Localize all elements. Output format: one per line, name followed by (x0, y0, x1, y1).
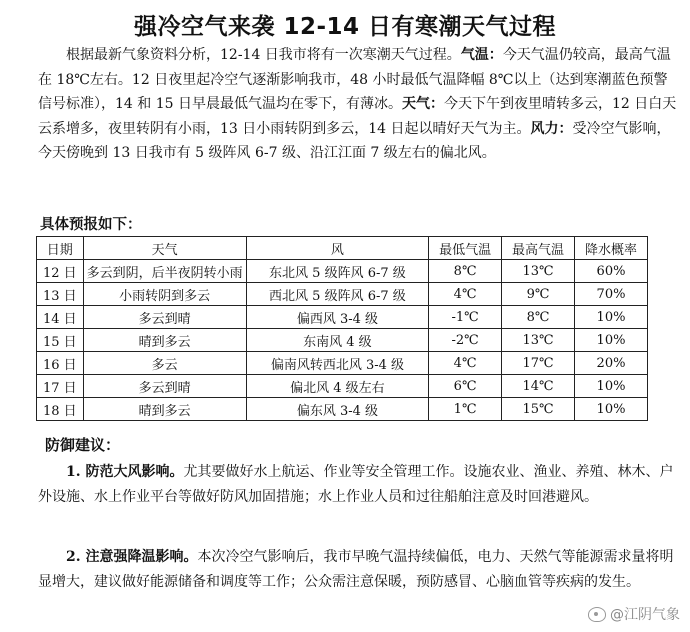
cell-min-temp: -1℃ (429, 306, 502, 329)
cell-precip: 10% (575, 375, 648, 398)
cell-date: 13 日 (37, 283, 84, 306)
cell-weather: 多云到晴 (83, 375, 246, 398)
cell-min-temp: 1℃ (429, 398, 502, 421)
cell-weather: 晴到多云 (83, 398, 246, 421)
defense-item-cooling-text: 本次冷空气影响后，我市早晚气温持续偏低，电力、天然气等能源需求量将明显增大，建议做好能源储备和调度等工作；公众需注意保暖，预防感冒、心脑血管等疾病的发生。 (38, 549, 674, 590)
defense-item-wind-text: 尤其要做好水上航运、作业等安全管理工作。设施农业、渔业、养殖、林木、户外设施、水上作业平台等做好防风加固措施；水上作业人员和过往船舶注意及时回港避风。 (38, 464, 674, 505)
forecast-table (36, 236, 648, 421)
cell-weather: 晴到多云 (83, 329, 246, 352)
cell-precip: 10% (575, 329, 648, 352)
weather-text: 今天下午到夜里晴转多云，12 日白天云系增多，夜里转阴有小雨，13 日小雨转阴到多云，14 日起以晴好天气为主。 (38, 96, 677, 137)
cell-wind: 偏北风 4 级左右 (246, 375, 428, 398)
page-title: 强冷空气来袭 12-14 日有寒潮天气过程 (133, 14, 557, 40)
cell-wind: 偏西风 3-4 级 (246, 306, 428, 329)
cell-wind: 西北风 5 级阵风 6-7 级 (246, 283, 428, 306)
cell-min-temp: 4℃ (429, 283, 502, 306)
table-header-row (37, 237, 648, 260)
cell-min-temp: 4℃ (429, 352, 502, 375)
cell-wind: 东北风 5 级阵风 6-7 级 (246, 260, 428, 283)
table-row (37, 283, 648, 306)
cell-date: 15 日 (37, 329, 84, 352)
cell-weather: 多云到阴，后半夜阴转小雨 (83, 260, 246, 283)
table-row (37, 352, 648, 375)
intro-lead: 根据最新气象资料分析，12-14 日我市将有一次寒潮天气过程。 (66, 47, 461, 63)
cell-date: 18 日 (37, 398, 84, 421)
weather-label: 天气： (401, 96, 444, 112)
cell-max-temp: 13℃ (502, 329, 575, 352)
watermark (588, 604, 680, 624)
weibo-logo-icon (588, 607, 606, 622)
header-wind: 风 (246, 237, 428, 260)
wind-text: 受冷空气影响，今天傍晚到 13 日我市有 5 级阵风 6-7 级、沿江江面 7 级左右的偏北风。 (38, 120, 671, 161)
cell-max-temp: 9℃ (502, 283, 575, 306)
cell-min-temp: -2℃ (429, 329, 502, 352)
cell-precip: 10% (575, 398, 648, 421)
watermark-text: @江阴气象 (610, 607, 680, 623)
defense-heading: 防御建议： (45, 436, 121, 454)
table-row (37, 306, 648, 329)
defense-item-wind-label: 1. 防范大风影响。 (66, 464, 184, 480)
cell-wind: 偏南风转西北风 3-4 级 (246, 352, 428, 375)
intro-paragraph (38, 43, 680, 166)
temp-label: 气温： (460, 47, 503, 63)
cell-precip: 20% (575, 352, 648, 375)
table-row (37, 329, 648, 352)
cell-min-temp: 6℃ (429, 375, 502, 398)
header-precip: 降水概率 (575, 237, 648, 260)
cell-date: 16 日 (37, 352, 84, 375)
cell-date: 12 日 (37, 260, 84, 283)
defense-item-cooling-label: 2. 注意强降温影响。 (66, 549, 198, 565)
header-min-temp: 最低气温 (429, 237, 502, 260)
cell-weather: 小雨转阴到多云 (83, 283, 246, 306)
cell-wind: 东南风 4 级 (246, 329, 428, 352)
header-weather: 天气 (83, 237, 246, 260)
defense-item-cooling (38, 545, 680, 594)
header-date: 日期 (37, 237, 84, 260)
cell-min-temp: 8℃ (429, 260, 502, 283)
wind-label: 风力： (530, 120, 573, 137)
cell-max-temp: 15℃ (502, 398, 575, 421)
table-row (37, 375, 648, 398)
header-max-temp: 最高气温 (502, 237, 575, 260)
cell-weather: 多云到晴 (83, 306, 246, 329)
cell-date: 14 日 (37, 306, 84, 329)
defense-item-wind (38, 460, 680, 509)
cell-precip: 60% (575, 260, 648, 283)
table-row (37, 398, 648, 421)
table-row (37, 260, 648, 283)
cell-max-temp: 8℃ (502, 306, 575, 329)
cell-max-temp: 13℃ (502, 260, 575, 283)
cell-date: 17 日 (37, 375, 84, 398)
forecast-heading: 具体预报如下： (40, 216, 142, 233)
cell-weather: 多云 (83, 352, 246, 375)
cell-max-temp: 17℃ (502, 352, 575, 375)
cell-precip: 70% (575, 283, 648, 306)
cell-wind: 偏东风 3-4 级 (246, 398, 428, 421)
cell-precip: 10% (575, 306, 648, 329)
temp-text: 今天气温仍较高，最高气温在 18℃左右。12 日夜里起冷空气逐渐影响我市，48 小时最低气温降幅 8℃以上（达到寒潮蓝色预警信号标准），14 和 15 日早晨最低气温均在零下，有薄冰。 (38, 47, 671, 112)
cell-max-temp: 14℃ (502, 375, 575, 398)
